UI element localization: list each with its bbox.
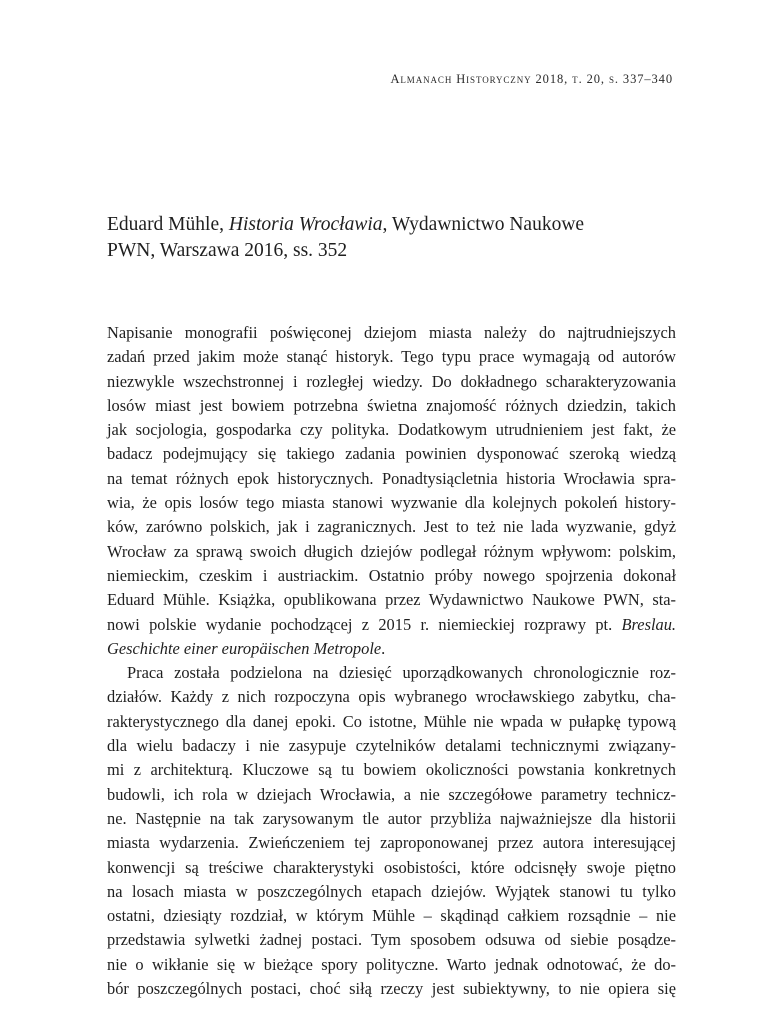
body-line: przedstawia sylwetki żadnej postaci. Tym sposobem odsuwa od siebie posądze- — [107, 930, 676, 950]
body-line: na temat różnych epok historycznych. Ponadtysiącletnia historia Wrocławia spra- — [107, 468, 676, 488]
body-line: Eduard Mühle. Książka, opublikowana przez Wydawnictwo Naukowe PWN, sta- — [107, 590, 676, 610]
paragraph-1 — [107, 321, 676, 661]
paragraph-2 — [107, 661, 676, 1001]
body-line: mi z architekturą. Kluczowe są tu bowiem okoliczności powstania konkretnych — [107, 760, 676, 780]
body-line: ków, zarówno polskich, jak i zagranicznych. Jest to też nie lada wyzwanie, gdyż — [107, 517, 676, 537]
body-line: na losach miasta w poszczególnych etapach dziejów. Wyjątek stanowi tu tylko — [107, 881, 676, 901]
body-line: miasta wydarzenia. Zwieńczeniem tej zaproponowanej przez autora interesującej — [107, 833, 676, 853]
body-line: zadań przed jakim może stanąć historyk. Tego typu prace wymagają od autorów — [107, 347, 676, 367]
body-line — [107, 613, 676, 637]
body-line: badacz podejmujący się takiego zadania powinien dysponować szeroką wiedzą — [107, 444, 676, 464]
body-line: budowli, ich rola w dziejach Wrocławia, a nie szczegółowe parametry technicz- — [107, 784, 676, 804]
body-line: niezwykle wszechstronnej i rozległej wiedzy. Do dokładnego scharakteryzowania — [107, 371, 676, 391]
body-line: niemieckim, czeskim i austriackim. Ostatnio próby nowego spojrzenia dokonał — [107, 565, 676, 585]
body-line: jak socjologia, gospodarka czy polityka. Dodatkowym utrudnieniem jest fakt, że — [107, 420, 676, 440]
original-title-part: Geschichte einer europäischen Metropole — [107, 638, 382, 658]
body-line: działów. Każdy z nich rozpoczyna opis wybranego wrocławskiego zabytku, cha- — [107, 687, 676, 707]
body-line-text: nowi polskie wydanie pochodzącej z 2015 r. niemieckiej rozprawy pt. — [107, 614, 622, 634]
review-title-author: Eduard Mühle, — [107, 214, 229, 235]
body-line: nie o wikłanie się w bieżące spory polityczne. Warto jednak odnotować, że do- — [107, 954, 676, 974]
running-head: Almanach Historyczny 2018, t. 20, s. 337–340 — [390, 72, 673, 86]
original-title-part: Breslau. — [621, 614, 676, 634]
review-title — [107, 212, 667, 264]
body-line: losów miast jest bowiem potrzebna świetna znajomość różnych dziedzin, takich — [107, 395, 676, 415]
body-line: Praca została podzielona na dziesięć uporządkowanych chronologicznie roz- — [127, 663, 676, 683]
body-line: konwencji są treściwe charakterystyki osobistości, które odcisnęły swoje piętno — [107, 857, 676, 877]
review-title-line-2: PWN, Warszawa 2016, ss. 352 — [107, 240, 348, 261]
body-line: Wrocław za sprawą swoich długich dziejów podlegał różnym wpływom: polskim, — [107, 541, 676, 561]
review-title-publisher: , Wydawnictwo Naukowe — [382, 214, 585, 235]
body-line: rakterystycznego dla danej epoki. Co istotne, Mühle nie wpada w pułapkę typową — [107, 711, 676, 731]
body-line — [107, 637, 676, 661]
body-line: ne. Następnie na tak zarysowanym tle autor przybliża najważniejsze dla historii — [107, 808, 676, 828]
body-line: wia, że opis losów tego miasta stanowi wyzwanie dla kolejnych pokoleń history- — [107, 493, 676, 513]
review-body — [107, 321, 676, 1001]
sentence-end: . — [381, 638, 386, 658]
body-line: bór poszczególnych postaci, choć siłą rzeczy jest subiektywny, to nie opiera się — [107, 979, 676, 999]
review-title-book: Historia Wrocławia — [228, 214, 383, 235]
review-title-line-1 — [107, 212, 667, 238]
body-line: dla wielu badaczy i nie zasypuje czytelników detalami technicznymi związany- — [107, 736, 676, 756]
body-line: ostatni, dziesiąty rozdział, w którym Mühle – skądinąd całkiem rozsądnie – nie — [107, 906, 676, 926]
body-line: Napisanie monografii poświęconej dziejom miasta należy do najtrudniejszych — [107, 323, 676, 342]
